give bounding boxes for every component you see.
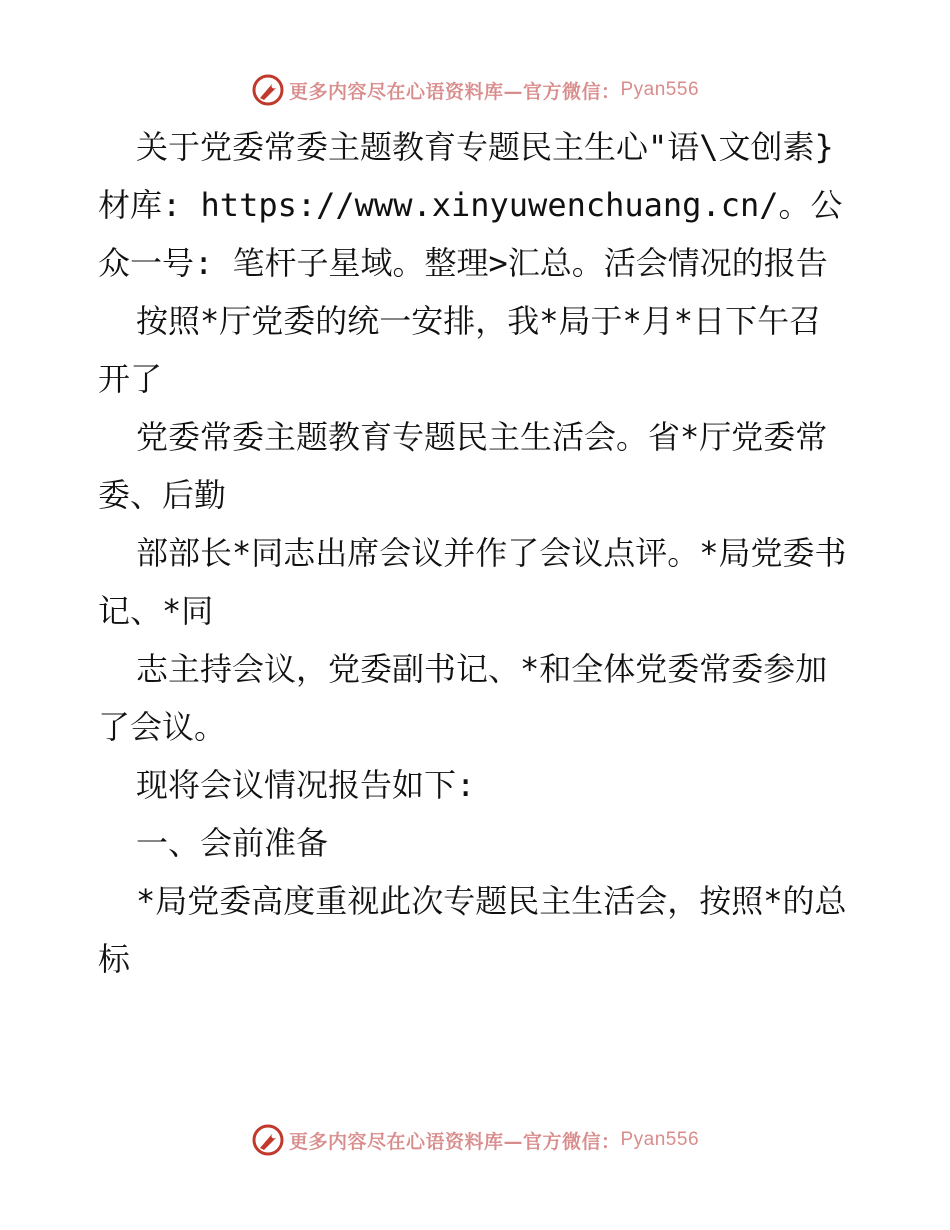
document-body [98,118,850,988]
paragraph: 志主持会议，党委副书记、*和全体党委常委参加了会议。 [98,650,828,746]
watermark-text: 更多内容尽在心语资料库—官方微信： [288,1130,621,1153]
footer-watermark [0,1120,950,1160]
header-watermark [0,70,950,110]
pen-logo-icon [251,1123,285,1157]
watermark-wechat-id: Pyan556 [620,1129,700,1150]
section-heading: 一、会前准备 [136,824,329,862]
watermark-text: 更多内容尽在心语资料库—官方微信： [288,80,621,103]
paragraph: 现将会议情况报告如下: [136,766,476,804]
paragraph-title: 关于党委常委主题教育专题民主生心"语\文创素}材库: https://www.xinyuwenchuang.cn/。公众一号: 笔杆子星域。整理>汇总。活会情况的报告 [98,128,843,282]
paragraph: 按照*厅党委的统一安排，我*局于*月*日下午召开了 [98,302,822,398]
paragraph: 部部长*同志出席会议并作了会议点评。*局党委书记、*同 [98,534,847,630]
watermark-wechat-id: Pyan556 [620,79,700,100]
paragraph: *局党委高度重视此次专题民主生活会，按照*的总标 [98,882,847,978]
paragraph: 党委常委主题教育专题民主生活会。省*厅党委常委、后勤 [98,418,828,514]
pen-logo-icon [251,73,285,107]
